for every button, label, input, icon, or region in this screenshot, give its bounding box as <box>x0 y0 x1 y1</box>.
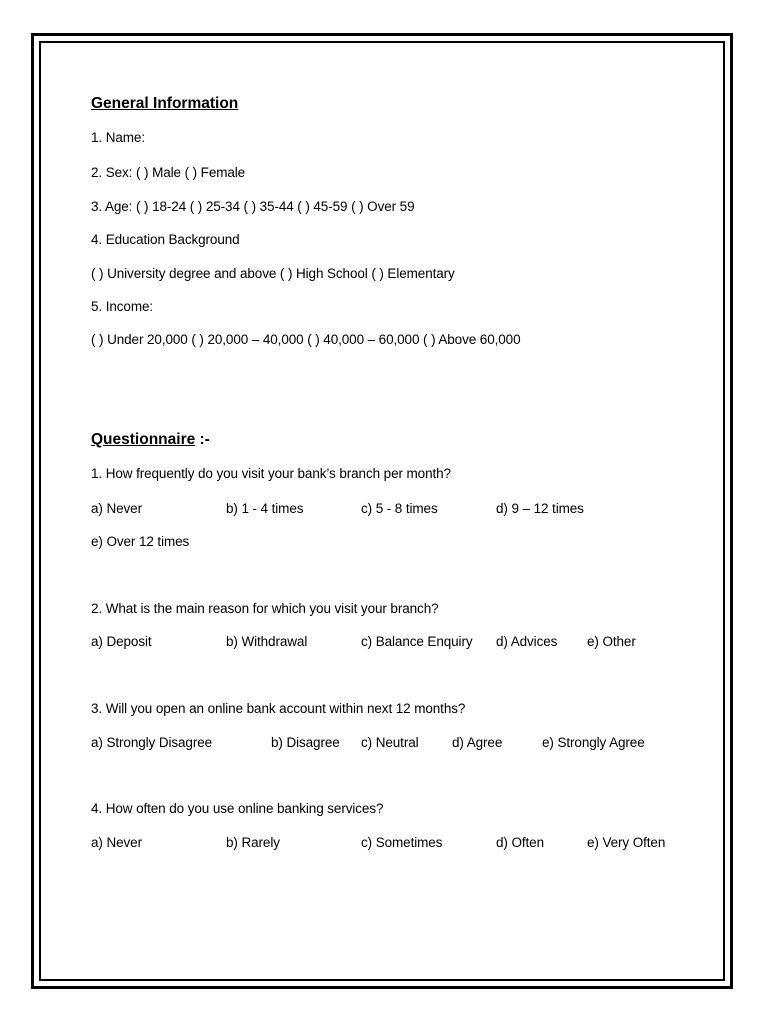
question-3-option-d: d) Agree <box>452 735 503 750</box>
question-2-text: 2. What is the main reason for which you visit your branch? <box>91 601 439 616</box>
income-question: 5. Income: <box>91 299 154 314</box>
questionnaire-title-suffix: :- <box>195 431 210 448</box>
question-3-option-b: b) Disagree <box>271 735 340 750</box>
general-information-heading <box>91 95 238 113</box>
question-3-option-c: c) Neutral <box>361 735 419 750</box>
income-options: ( ) Under 20,000 ( ) 20,000 – 40,000 ( ) 40,000 – 60,000 ( ) Above 60,000 <box>91 332 521 347</box>
general-information-title: General Information <box>91 95 239 112</box>
question-4-option-c: c) Sometimes <box>361 835 443 850</box>
question-1-text: 1. How frequently do you visit your bank’s branch per month? <box>91 466 451 481</box>
name-field-label: 1. Name: <box>91 130 145 145</box>
question-1-option-c: c) 5 - 8 times <box>361 501 438 516</box>
age-question: 3. Age: ( ) 18-24 ( ) 25-34 ( ) 35-44 ( ) 45-59 ( ) Over 59 <box>91 199 415 214</box>
question-4-option-a: a) Never <box>91 835 142 850</box>
question-1-option-e: e) Over 12 times <box>91 534 190 549</box>
question-1-option-d: d) 9 – 12 times <box>496 501 584 516</box>
question-4-option-d: d) Often <box>496 835 544 850</box>
question-3-text: 3. Will you open an online bank account within next 12 months? <box>91 701 466 716</box>
question-2-option-e: e) Other <box>587 634 636 649</box>
question-3-option-e: e) Strongly Agree <box>542 735 645 750</box>
sex-question: 2. Sex: ( ) Male ( ) Female <box>91 165 246 180</box>
education-options: ( ) University degree and above ( ) High School ( ) Elementary <box>91 266 455 281</box>
question-1-option-a: a) Never <box>91 501 142 516</box>
question-2-option-c: c) Balance Enquiry <box>361 634 473 649</box>
question-4-option-b: b) Rarely <box>226 835 280 850</box>
question-2-option-d: d) Advices <box>496 634 558 649</box>
questionnaire-heading <box>91 431 210 449</box>
question-4-option-e: e) Very Often <box>587 835 666 850</box>
question-4-text: 4. How often do you use online banking services? <box>91 801 384 816</box>
question-1-option-b: b) 1 - 4 times <box>226 501 304 516</box>
question-2-option-a: a) Deposit <box>91 634 152 649</box>
education-question: 4. Education Background <box>91 232 240 247</box>
question-2-option-b: b) Withdrawal <box>226 634 308 649</box>
question-3-option-a: a) Strongly Disagree <box>91 735 213 750</box>
questionnaire-title: Questionnaire <box>91 431 196 448</box>
